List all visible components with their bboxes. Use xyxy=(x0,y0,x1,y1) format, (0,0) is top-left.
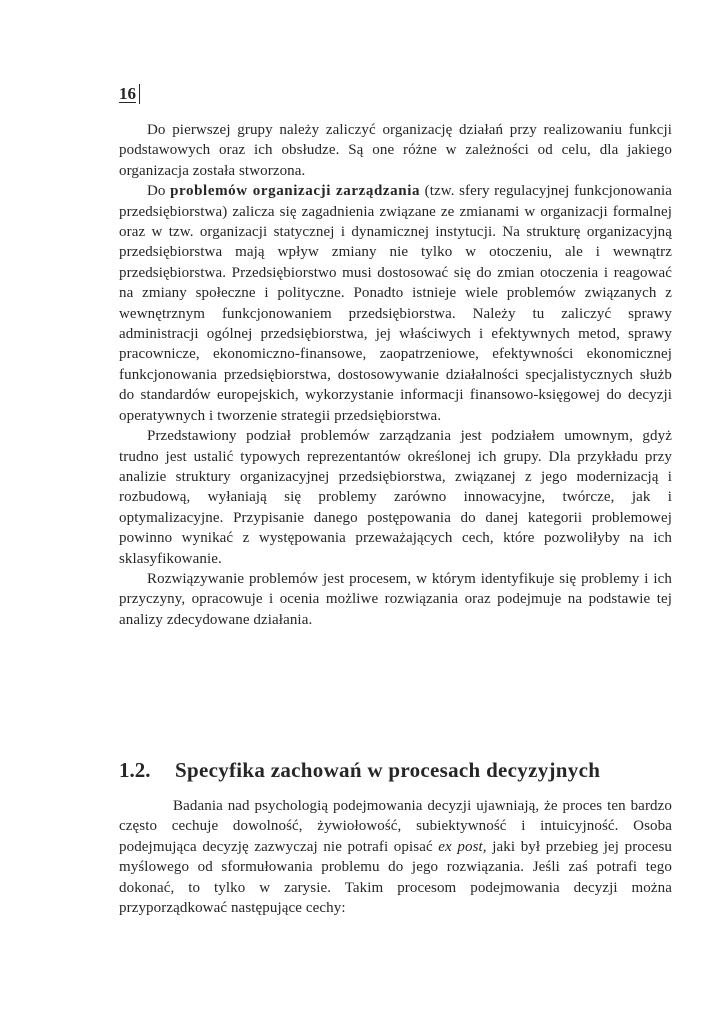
italic-term: ex post, xyxy=(438,838,487,855)
paragraph-4: Rozwiązywanie problemów jest procesem, w którym identyfikuje się problemy i ich przyczyny, opracowuje i ocenia możliwe rozwiązania oraz podejmuje na podstawie tej analizy zdecydowane działania. xyxy=(119,570,672,628)
paragraph-1: Do pierwszej grupy należy zaliczyć organizację działań przy realizowaniu funkcji podstawowych oraz ich obsłudze. Są one różne w zależności od celu, dla jakiego organizacja została stworzona. xyxy=(119,122,672,179)
paragraph-2-rest: (tzw. sfery regulacyjnej funkcjonowania przedsiębiorstwa) zalicza się zagadnienia związane ze zmianami w organizacji formalnej oraz w tzw. organizacji statycznej i dynamicznej instytucji. Na strukturę organizacyjną przedsiębiorstwa mają wpływ zmiany nie tylko w otoczeniu, ale i wewnątrz przedsiębiorstwa. Przedsiębiorstwo musi dostosować się do zmian otoczenia i reagować na zmiany społeczne i polityczne. Ponadto istnieje wiele problemów związanych z wewnętrznym funkcjonowaniem przedsiębiorstwa. Należy tu zaliczyć sprawy administracji ogólnej przedsiębiorstwa, jej właściwych i efektywnych metod, sprawy pracownicze, ekonomiczno-finansowe, zaopatrzeniowe, efektywności ekonomicznej funkcjonowania przedsiębiorstwa, dostosowywanie działalności specjalistycznych służb do standardów europejskich, wykorzystanie informacji finansowo-księgowej do decyzji operatywnych i tworzenie strategii przedsiębiorstwa. xyxy=(119,183,672,424)
paragraph-3: Przedstawiony podział problemów zarządzania jest podziałem umownym, gdyż trudno jest ustalić typowych reprezentantów określonej ich grupy. Dla przykładu przy analizie struktury organizacyjnej przedsiębiorstwa, związanej z jego modernizacją i rozbudową, wyłaniają się problemy zarówno innowacyjne, twórcze, jak i optymalizacyjne. Przypisanie danego postępowania do danej kategorii problemowej powinno wynikać z występowania przeważających cech, które pozwoliłyby na ich sklasyfikowanie. xyxy=(119,428,672,567)
page-number: 16 xyxy=(119,84,136,103)
body-text xyxy=(119,120,672,630)
section-number: 1.2. xyxy=(119,758,151,782)
bold-term: problemów organizacji zarządzania xyxy=(170,183,421,200)
page-header xyxy=(119,84,140,104)
section-heading xyxy=(119,758,672,783)
paragraph-5-rest: jaki był przebieg jej procesu myślowego od sformułowania problemu do jego rozwiązania. Jeśli zaś potrafi tego dokonać, to tylko w zarysie. Takim procesom podejmowania decyzji można przyporządkować następujące cechy: xyxy=(119,838,673,917)
paragraph-5 xyxy=(119,796,672,918)
paragraph-5-lead: Badania nad psychologią podejmowania decyzji ujawniają, że proces ten bardzo często cechuje dowolność, żywiołowość, subiektywność i intuicyjność. Osoba podejmująca decyzję zazwyczaj nie potrafi opisać xyxy=(119,798,672,855)
section-body-text xyxy=(119,796,672,918)
section-title: Specyfika zachowań w procesach decyzyjnych xyxy=(175,758,601,782)
paragraph-2-lead: Do xyxy=(147,183,171,200)
paragraph-2 xyxy=(119,181,672,426)
header-rule xyxy=(139,84,140,104)
